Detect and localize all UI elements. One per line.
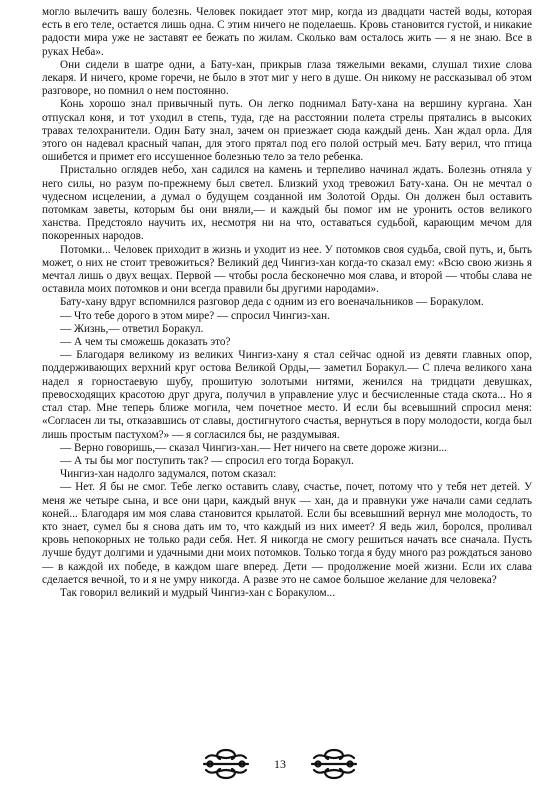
- paragraph: Бату-хану вдруг вспомнился разговор деда с одним из его военачальников — Боракулом.: [60, 296, 484, 309]
- paragraph: Так говорил великий и мудрый Чингиз-хан с Боракулом...: [60, 586, 336, 599]
- dialogue-line: — Нет. Я бы не смог. Тебе легко оставить славу, счастье, почет, потому что у тебя нет детей. У меня же четыре сына, и все они цари, каждый внук — хан, да и правнуки уже начали сами седлать коней... Благодаря им моя слава становится крылатой. Если бы всевышний вернул мне молодость, то кто знает, сумел бы я снова дать им то, что каждый из них имеет? Я ведь жил, боролся, проливал кровь непокорных не только ради себя. Нет. Я никогда не смогу решиться начать все сначала. Пусть лучше будут долгими и удачными дни моих потомков. Только тогда я буду много раз рождаться заново — в каждой их победе, в каждом шаге вперед. Дети — продолжение моей жизни. Если их слава сделается вечной, то и я не умру никогда. А разве это не самое большое желание для человека?: [42, 481, 533, 586]
- paragraph: Чингиз-хан надолго задумался, потом сказал:: [60, 468, 277, 481]
- ornament-left-icon: [200, 746, 252, 782]
- dialogue-line: — Благодаря великому из великих Чингиз-хану я стал сейчас одной из девяти главных опор, поддерживающих верхний круг остова Великой Орды,— заметил Боракул.— С плеча великого хана надел я горностаевую шубу, прошитую золотыми нитями, женился на тридцати девушках, превосходящих красотою друг друга, получил в управление улус и бесчисленные стада скота... Но я стал стар. Мне теперь ближе могила, чем почетное место. И если бы всевышний спросил меня: «Согласен ли ты, отказавшись от славы, достигнутого счастья, вернуться в пору молодости, когда был лишь простым пастухом?» — я согласился бы, не раздумывая.: [42, 349, 532, 441]
- paragraph: Они сидели в шатре одни, а Бату-хан, прикрыв глаза тяжелыми веками, слушал тихие слова лекаря. И ничего, кроме горечи, не было в этот миг у него в душе. Он никому не рассказывал об этом разговоре, но помнил о нем постоянно.: [42, 58, 532, 98]
- page-footer: [0, 744, 560, 784]
- page-number: 13: [274, 756, 286, 771]
- paragraph: могло вылечить вашу болезнь. Человек покидает этот мир, когда из двадцати частей воды, которая есть в его теле, остается лишь одна. С этим ничего не поделаешь. Кровь становится густой, и никакие радости мира уже не заставят ее бежать по жилам. Сколько вам осталось жить — я не знаю. Все в руках Неба».: [42, 6, 532, 58]
- ornament-right-icon: [308, 746, 360, 782]
- dialogue-line: — Жизнь,— ответил Боракул.: [60, 322, 204, 335]
- paragraph: Пристально оглядев небо, хан садился на камень и терпеливо начинал ждать. Болезнь отняла у него силы, но разум по-прежнему был светел. Близкий уход тревожил Бату-хана. Он не мечтал о чудесном исцелении, а думал о будущем созданной им Золотой Орды. Он должен был оставить потомкам заветы, которым бы они вняли,— и каждый бы помог им не уронить остов великого ханства. Предстояло научить их, несмотря ни на что, оставаться судьбой, карающим мечом для покоренных народов.: [42, 164, 532, 243]
- dialogue-line: — А чем ты сможешь доказать это?: [60, 336, 231, 349]
- dialogue-line: — А ты бы мог поступить так? — спросил его тогда Боракул.: [60, 454, 354, 467]
- dialogue-line: — Верно говоришь,— сказал Чингиз-хан.— Нет ничего на свете дороже жизни...: [60, 441, 447, 454]
- paragraph: Потомки... Человек приходит в жизнь и уходит из нее. У потомков своя судьба, свой путь, и, быть может, о них не стоит тревожиться? Великий дед Чингиз-хан когда-то сказал ему: «Всю свою жизнь я мечтал лишь о двух вещах. Первой — чтобы росла бесконечно моя слава, и второй — чтобы слава не оставила моих потомков и они всегда правили бы другими народами».: [42, 243, 532, 296]
- paragraph: Конь хорошо знал привычный путь. Он легко поднимал Бату-хана на вершину кургана. Хан отпускал коня, и тот уходил в степь, туда, где на расстоянии полета стрелы прятались в высоких травах телохранители. Один Бату знал, зачем он приезжает сюда каждый день. Хан ждал орла. Для этого он надевал красный чапан, для этого прятал под его полой острый меч. Бату верил, что птица ошибется и примет его иссушенное болезнью тело за тело ребенка.: [42, 98, 532, 164]
- page-text: [42, 6, 532, 600]
- dialogue-line: — Что тебе дорого в этом мире? — спросил Чингиз-хан.: [60, 309, 330, 322]
